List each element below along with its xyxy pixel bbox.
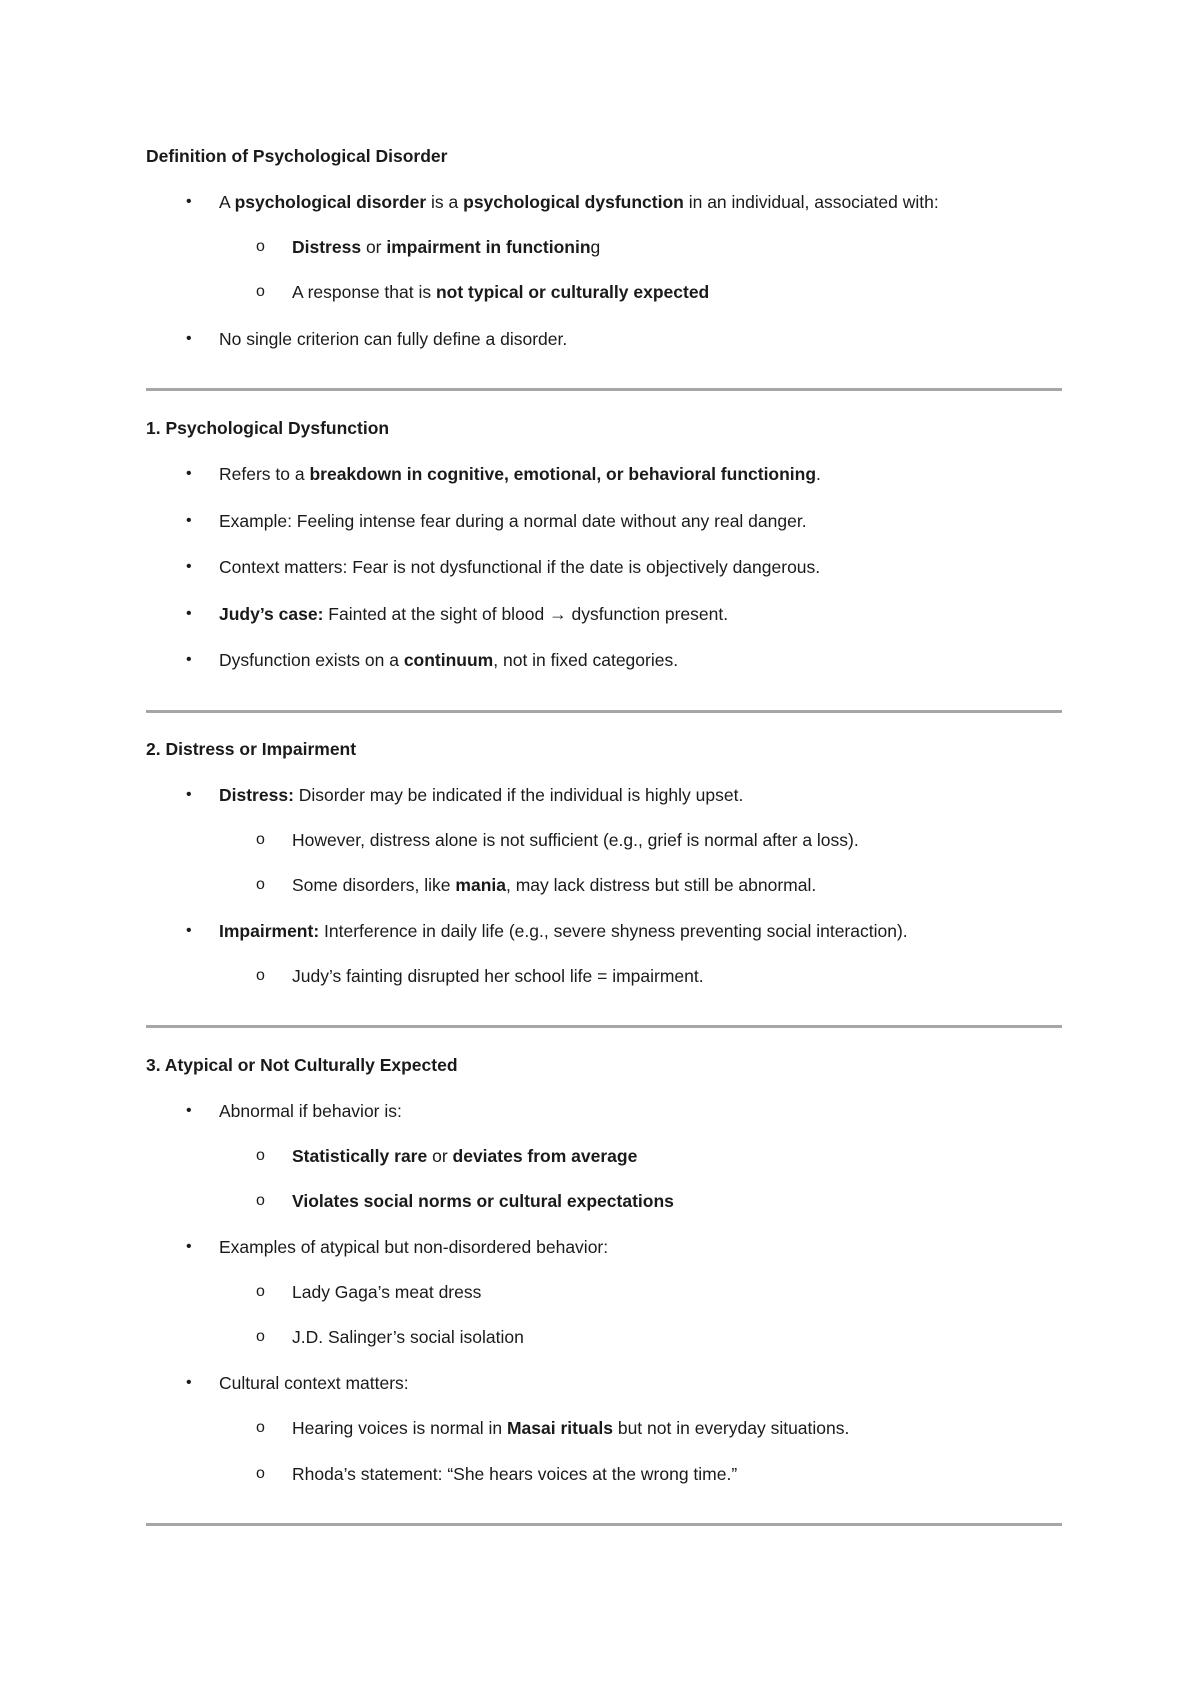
- text-run: Some disorders, like: [292, 875, 456, 895]
- sub-list-item: [292, 830, 859, 851]
- text-run: .: [816, 464, 821, 484]
- sub-list-item: [292, 1282, 481, 1303]
- list-item: [219, 1373, 409, 1394]
- sub-bullet-icon: o: [256, 967, 265, 984]
- list-item: [219, 511, 807, 532]
- sub-bullet-icon: o: [256, 1328, 265, 1345]
- text-run: Judy’s fainting disrupted her school life = impairment.: [292, 966, 704, 986]
- text-run: Abnormal if behavior is:: [219, 1101, 402, 1121]
- text-run: is a: [426, 192, 464, 212]
- text-run: Lady Gaga’s meat dress: [292, 1282, 482, 1302]
- list-item: [219, 785, 743, 806]
- horizontal-rule: [146, 1025, 1062, 1028]
- bullet-icon: •: [186, 193, 192, 210]
- section-heading: 3. Atypical or Not Culturally Expected: [146, 1055, 458, 1075]
- sub-list-item: [292, 1191, 674, 1212]
- bold-text: Impairment:: [219, 921, 320, 941]
- text-run: Disorder may be indicated if the individual is highly upset.: [293, 785, 744, 805]
- sub-list-item: [292, 875, 816, 896]
- horizontal-rule: [146, 388, 1062, 391]
- text-run: Rhoda’s statement: “She hears voices at the wrong time.”: [292, 1464, 738, 1484]
- horizontal-rule: [146, 710, 1062, 713]
- text-run: g: [590, 237, 601, 257]
- text-run: , not in fixed categories.: [493, 650, 679, 670]
- bold-text: Statistically rare: [292, 1146, 428, 1166]
- text-run: Examples of atypical but non-disordered behavior:: [219, 1237, 609, 1257]
- horizontal-rule: [146, 1523, 1062, 1526]
- sub-list-item: [292, 1327, 524, 1348]
- text-run: or: [427, 1146, 453, 1166]
- bullet-icon: •: [186, 330, 192, 347]
- bold-text: breakdown in cognitive, emotional, or behavioral functioning: [309, 464, 817, 484]
- sub-bullet-icon: o: [256, 1283, 265, 1300]
- list-item: [219, 921, 908, 942]
- list-item: [219, 650, 678, 671]
- bold-text: deviates from average: [452, 1146, 638, 1166]
- list-item: [219, 604, 728, 625]
- text-run: but not in everyday situations.: [612, 1418, 850, 1438]
- sub-bullet-icon: o: [256, 1465, 265, 1482]
- text-run: Fainted at the sight of blood → dysfunction present.: [323, 604, 729, 624]
- section-heading: Definition of Psychological Disorder: [146, 146, 448, 166]
- bold-text: impairment in functionin: [386, 237, 591, 257]
- sub-list-item: [292, 966, 704, 987]
- text-run: , may lack distress but still be abnormal.: [505, 875, 817, 895]
- bold-text: Judy’s case:: [219, 604, 324, 624]
- sub-list-item: [292, 282, 709, 303]
- list-item: [219, 557, 820, 578]
- bullet-icon: •: [186, 786, 192, 803]
- bold-text: Violates social norms or cultural expectations: [292, 1191, 674, 1211]
- sub-bullet-icon: o: [256, 831, 265, 848]
- text-run: A: [219, 192, 235, 212]
- text-run: However, distress alone is not sufficient (e.g., grief is normal after a loss).: [292, 830, 859, 850]
- text-run: in an individual, associated with:: [683, 192, 939, 212]
- text-run: or: [361, 237, 387, 257]
- text-run: Cultural context matters:: [219, 1373, 409, 1393]
- bullet-icon: •: [186, 512, 192, 529]
- list-item: [219, 1237, 608, 1258]
- section-heading: 2. Distress or Impairment: [146, 739, 357, 759]
- sub-bullet-icon: o: [256, 283, 265, 300]
- list-item: [219, 464, 821, 485]
- bold-text: psychological dysfunction: [463, 192, 684, 212]
- sub-list-item: [292, 237, 600, 258]
- bold-text: Distress:: [219, 785, 294, 805]
- sub-bullet-icon: o: [256, 238, 265, 255]
- bullet-icon: •: [186, 558, 192, 575]
- bold-text: not typical or culturally expected: [435, 282, 710, 302]
- text-run: Context matters: Fear is not dysfunctional if the date is objectively dangerous.: [219, 557, 821, 577]
- list-item: [219, 192, 939, 213]
- text-run: No single criterion can fully define a disorder.: [219, 329, 568, 349]
- sub-bullet-icon: o: [256, 1147, 265, 1164]
- bold-text: continuum: [403, 650, 494, 670]
- text-run: J.D. Salinger’s social isolation: [292, 1327, 524, 1347]
- sub-list-item: [292, 1464, 737, 1485]
- bullet-icon: •: [186, 465, 192, 482]
- text-run: Interference in daily life (e.g., severe shyness preventing social interaction).: [319, 921, 908, 941]
- sub-bullet-icon: o: [256, 876, 265, 893]
- bold-text: Distress: [292, 237, 362, 257]
- text-run: Example: Feeling intense fear during a normal date without any real danger.: [219, 511, 807, 531]
- section-heading: 1. Psychological Dysfunction: [146, 418, 390, 438]
- bold-text: mania: [455, 875, 506, 895]
- bold-text: psychological disorder: [234, 192, 427, 212]
- bullet-icon: •: [186, 1102, 192, 1119]
- sub-list-item: [292, 1418, 849, 1439]
- list-item: [219, 1101, 402, 1122]
- text-run: Dysfunction exists on a: [219, 650, 404, 670]
- text-run: Hearing voices is normal in: [292, 1418, 507, 1438]
- sub-list-item: [292, 1146, 637, 1167]
- sub-bullet-icon: o: [256, 1192, 265, 1209]
- bold-text: Masai rituals: [506, 1418, 613, 1438]
- bullet-icon: •: [186, 1374, 192, 1391]
- bullet-icon: •: [186, 605, 192, 622]
- list-item: [219, 329, 567, 350]
- bullet-icon: •: [186, 1238, 192, 1255]
- sub-bullet-icon: o: [256, 1419, 265, 1436]
- text-run: A response that is: [292, 282, 436, 302]
- text-run: Refers to a: [219, 464, 310, 484]
- bullet-icon: •: [186, 651, 192, 668]
- bullet-icon: •: [186, 922, 192, 939]
